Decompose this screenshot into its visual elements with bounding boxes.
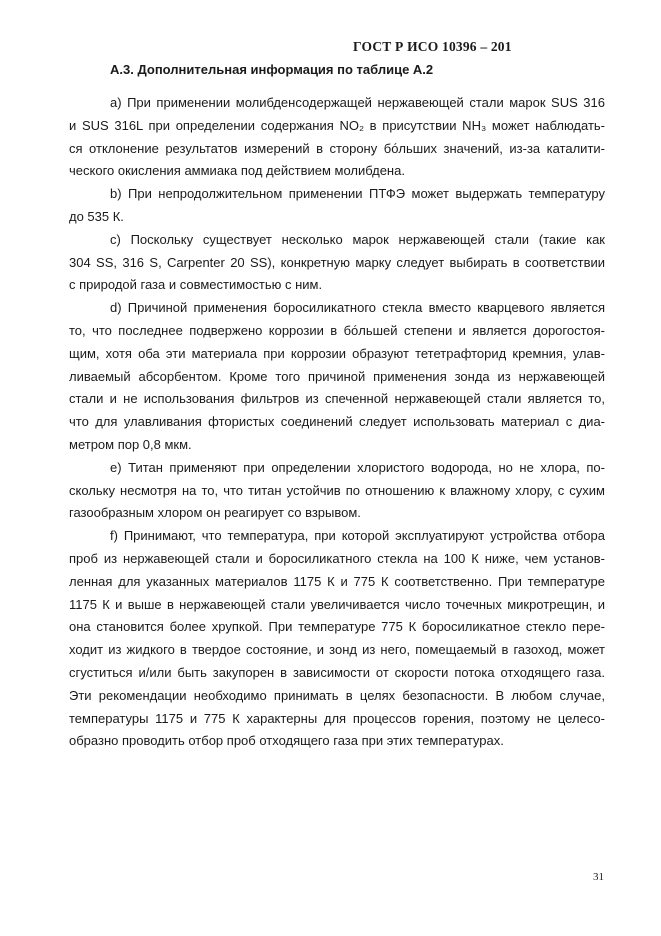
text-line: стали и не использования фильтров из спеченной нержавеющей стали является то, — [69, 391, 605, 407]
text-line: образно проводить отбор проб отходящего газа при этих температурах. — [69, 733, 504, 749]
text-line: а) При применении молибденсодержащей нержавеющей стали марок SUS 316 — [110, 95, 605, 110]
text-line: то, что последнее подвержено коррозии в бо́льшей степени и является дорогостоя- — [69, 322, 605, 338]
paragraph-c — [69, 229, 605, 297]
text-line: проб из нержавеющей стали и боросиликатного стекла на 100 К ниже, чем установ- — [69, 550, 605, 566]
text-line: щим, хотя оба эти материала при коррозии образуют тететрафторид кремния, улав- — [69, 345, 605, 361]
text-line: что для улавливания фтористых соединений следует использовать материал с диа- — [69, 414, 605, 430]
text-line: ливаемый абсорбентом. Кроме того причиной применения зонда из нержавеющей — [69, 368, 605, 384]
paragraph-f — [69, 525, 605, 753]
text-line: ся отклонение результатов измерений в сторону бо́льших значений, из-за каталити- — [69, 140, 605, 156]
paragraph-b — [69, 183, 605, 229]
paragraph-d — [69, 297, 605, 457]
text-line: b) При непродолжительном применении ПТФЭ может выдержать температуру — [110, 186, 605, 202]
paragraph-a — [69, 92, 605, 183]
text-line: c) Поскольку существует несколько марок нержавеющей стали (такие как — [110, 231, 605, 247]
paragraph-e — [69, 457, 605, 525]
text-line: температуры 1175 и 775 К характерны для процессов горения, поэтому не целесо- — [69, 710, 605, 726]
text-line: ходит из жидкого в твердое состояние, и зонд из него, помещаемый в газоход, может — [69, 642, 605, 658]
section-title: А.3. Дополнительная информация по таблице А.2 — [110, 62, 434, 77]
text-line: e) Титан применяют при определении хлористого водорода, но не хлора, по- — [110, 459, 605, 475]
page-number: 31 — [593, 871, 604, 883]
text-line: метром пор 0,8 мкм. — [69, 436, 192, 452]
text-line: скольку несмотря на то, что титан устойчив по отношению к влажному хлору, с сухим — [69, 482, 605, 498]
text-line: она становится более хрупкой. При температуре 775 К боросиликатное стекло пере- — [69, 619, 605, 635]
text-line: Эти рекомендации необходимо принимать в целях безопасности. В любом случае, — [69, 687, 605, 703]
text-line: сгуститься и/или быть закупорен в зависимости от скорости потока отходящего газа. — [69, 664, 605, 680]
text-line: газообразным хлором он реагирует со взрывом. — [69, 505, 361, 521]
text-line: до 535 К. — [69, 208, 124, 224]
text-line: 304 SS, 316 S, Carpenter 20 SS), конкретную марку следует выбирать в соответствии — [69, 254, 605, 270]
text-line: 1175 К и выше в нержавеющей стали увеличивается число точечных микротрещин, и — [69, 596, 605, 612]
text-line: с природой газа и совместимостью с ним. — [69, 277, 323, 293]
body-text — [69, 92, 605, 753]
text-line: f) Принимают, что температура, при которой эксплуатируют устройства отбора — [110, 528, 605, 544]
text-line: ленная для указанных материалов 1175 К и 775 К соответственно. При температуре — [69, 573, 605, 589]
text-line: и SUS 316L при определении содержания NO₂ в присутствии NH₃ может наблюдать- — [69, 117, 605, 133]
text-line: ческого окисления аммиака под действием молибдена. — [69, 163, 405, 179]
document-header: ГОСТ Р ИСО 10396 – 201 — [353, 39, 512, 54]
text-line: d) Причиной применения боросиликатного стекла вместо кварцевого является — [110, 300, 605, 316]
